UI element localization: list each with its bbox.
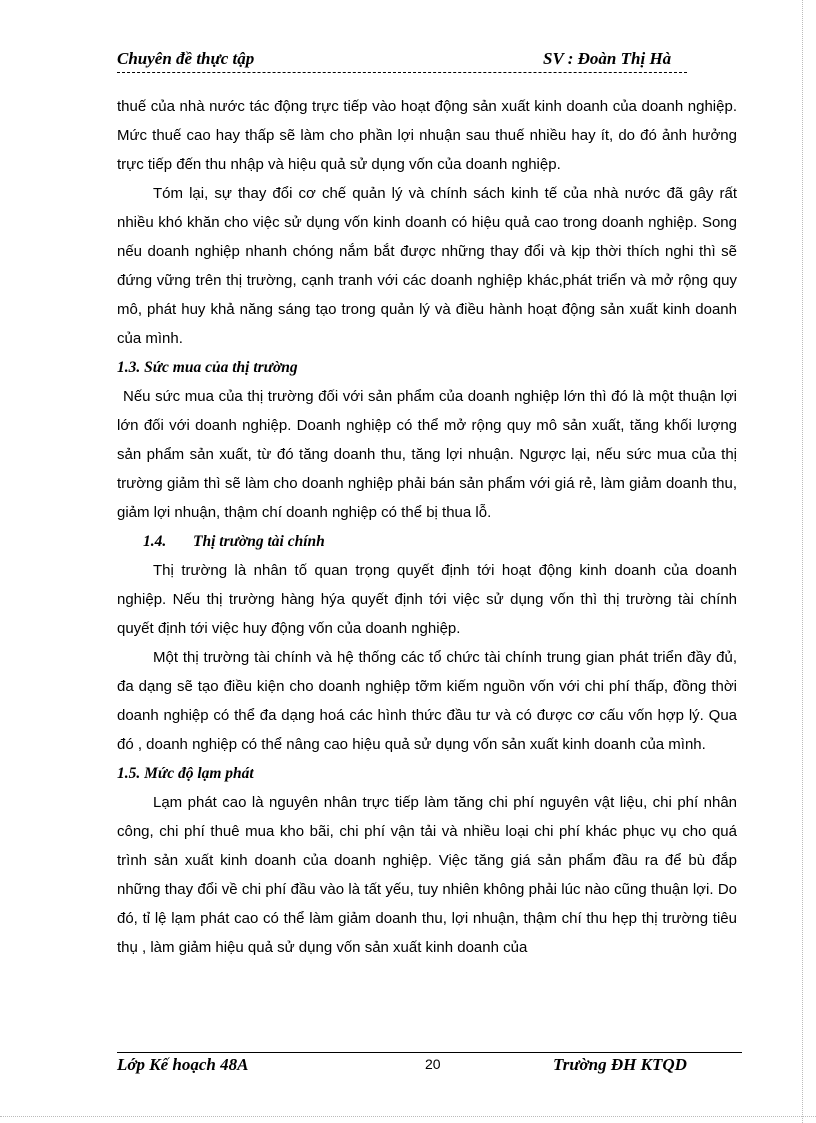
- footer-class: Lớp Kế hoạch 48A: [117, 1055, 249, 1074]
- paragraph-tax-effect: thuế của nhà nước tác động trực tiếp vào hoạt động sản xuất kinh doanh của doanh nghiệp. Mức thuế cao hay thấp sẽ làm cho phần lợi nhuận sau thuế nhiều hay ít, do đó ảnh hưởng trực tiếp đến thu nhập và hiệu quả sử dụng vốn của doanh nghiệp.: [117, 98, 737, 173]
- paragraph-summary: Tóm lại, sự thay đổi cơ chế quản lý và chính sách kinh tế của nhà nước đã gây rất nhiều khó khăn cho việc sử dụng vốn kinh doanh có hiệu quả cao trong doanh nghiệp. Song nếu doanh nghiệp nhanh chóng nắm bắt được những thay đổi và kịp thời thích nghi thì sẽ đứng vững trên thị trường, cạnh tranh với các doanh nghiệp khác,phát triển và mở rộng quy mô, phát huy khả năng sáng tạo trong quản lý và điều hành hoạt động sản xuất kinh doanh của mình.: [117, 185, 737, 347]
- page-footer: [117, 1055, 742, 1079]
- heading-1-5: 1.5. Mức độ lạm phát: [117, 765, 254, 782]
- header-topic: Chuyên đề thực tập: [117, 49, 255, 68]
- header-dashed-rule: [117, 72, 687, 83]
- footer-rule: [117, 1052, 742, 1053]
- heading-1-4-title: Thị trường tài chính: [193, 533, 325, 550]
- heading-1-4-number: 1.4.: [143, 533, 167, 550]
- paragraph-financial-system: Một thị trường tài chính và hệ thống các tổ chức tài chính trung gian phát triển đầy đủ, đa dạng sẽ tạo điều kiện cho doanh nghiệp tỡm kiếm nguồn vốn với chi phí thấp, đồng thời doanh nghiệp có thể đa dạng hoá các hình thức đầu tư và có được cơ cấu vốn hợp lý. Qua đó , doanh nghiệp có thể nâng cao hiệu quả sử dụng vốn sản xuất kinh doanh của mình.: [117, 649, 737, 753]
- paragraph-inflation: Lạm phát cao là nguyên nhân trực tiếp làm tăng chi phí nguyên vật liệu, chi phí nhân công, chi phí thuê mua kho bãi, chi phí vận tải và nhiều loại chi phí khác phục vụ cho quá trình sản xuất kinh doanh của doanh nghiệp. Việc tăng giá sản phẩm đầu ra để bù đắp những thay đổi về chi phí đầu vào là tất yếu, tuy nhiên không phải lúc nào cũng thuận lợi. Do đó, tỉ lệ lạm phát cao có thể làm giảm doanh thu, lợi nhuận, thậm chí thu hẹp thị trường tiêu thụ , làm giảm hiệu quả sử dụng vốn sản xuất kinh doanh của: [117, 794, 737, 956]
- header-student: SV : Đoàn Thị Hà: [543, 49, 672, 68]
- document-body: [117, 92, 737, 962]
- page-header: [117, 49, 687, 73]
- page-edge-right: [802, 0, 803, 1123]
- footer-school: Trường ĐH KTQD: [553, 1055, 687, 1074]
- page-number: 20: [425, 1056, 441, 1072]
- paragraph-market-demand: Nếu sức mua của thị trường đối với sản phẩm của doanh nghiệp lớn thì đó là một thuận lợi lớn đối với doanh nghiệp. Doanh nghiệp có thể mở rộng quy mô sản xuất, tăng khối lượng sản phẩm sản xuất, từ đó tăng doanh thu, tăng lợi nhuận. Ngược lại, nếu sức mua của thị trường giảm thì sẽ làm cho doanh nghiệp phải bán sản phẩm với giá rẻ, làm giảm doanh thu, giảm lợi nhuận, thậm chí doanh nghiệp có thể bị thua lỗ.: [117, 388, 737, 521]
- heading-1-3: 1.3. Sức mua của thị trường: [117, 359, 298, 376]
- page-edge-bottom: [0, 1116, 816, 1117]
- paragraph-financial-market: Thị trường là nhân tố quan trọng quyết định tới hoạt động kinh doanh của doanh nghiệp. Nếu thị trường hàng hýa quyết định tới việc sử dụng vốn thì thị trường tài chính quyết định tới việc huy động vốn của doanh nghiệp.: [117, 562, 737, 637]
- heading-1-4: [117, 527, 737, 556]
